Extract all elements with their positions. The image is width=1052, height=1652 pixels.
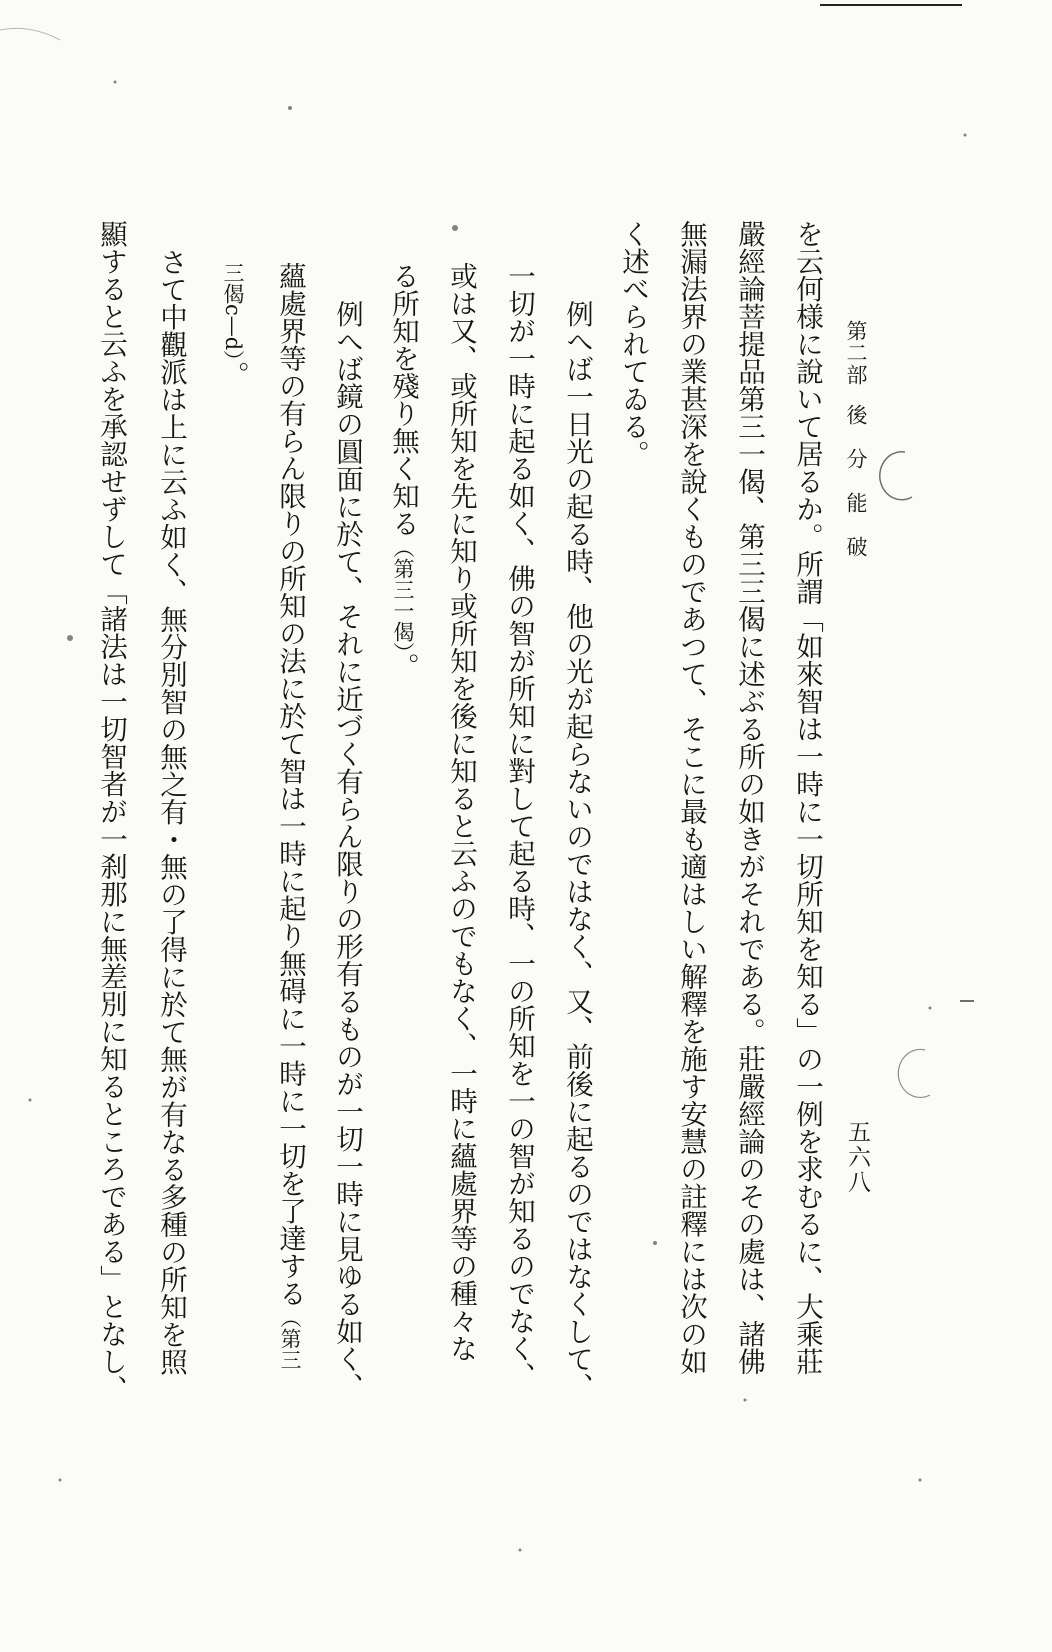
quote-column	[445, 262, 477, 1362]
column-tail: 。	[217, 360, 249, 389]
quote-column	[331, 300, 363, 1400]
column-text: 無漏法界の業甚深を說くものであつて、そこに最も適はしい解釋を施す安慧の註釋には次の如	[675, 220, 707, 1375]
column-text: 嚴經論菩提品第三一偈、第三三偈に述ぶる所の如きがそれである。莊嚴經論のその處は、諸佛	[733, 220, 765, 1375]
running-head-title: 後分能破	[844, 404, 868, 580]
column-text: 或は又、或所知を先に知り或所知を後に知ると云ふのでもなく、一時に蘊處界等の種々な	[445, 262, 477, 1362]
column-text: を云何様に說いて居るか。所謂「如來智は一時に一切所知を知る」の一例を求むるに、大乘莊	[791, 220, 823, 1375]
column-text: く述べられてゐる。	[617, 220, 649, 468]
quote-column	[274, 262, 306, 1370]
scan-arc-mark	[898, 1049, 930, 1097]
quote-column	[217, 262, 249, 389]
column-tail: 。	[387, 652, 419, 680]
text-column	[95, 220, 127, 1403]
scan-arc-mark	[880, 452, 912, 500]
column-text: さて中觀派は上に云ふ如く、無分別智の無之有・無の了得に於て無が有なる多種の所知を照	[155, 248, 187, 1376]
quote-column	[387, 262, 419, 680]
text-column	[617, 220, 649, 468]
column-text: 例へば一日光の起る時、他の光が起らないのではなく、又、前後に起るのではなくして、	[561, 300, 593, 1400]
text-column	[155, 248, 187, 1376]
verse-reference: （第三	[278, 1307, 302, 1370]
quote-column	[503, 262, 535, 1390]
quote-column	[561, 300, 593, 1400]
header-rule	[820, 4, 962, 6]
text-column	[733, 220, 765, 1375]
text-column	[791, 220, 823, 1375]
text-column	[675, 220, 707, 1375]
verse-reference: （第三一偈）	[391, 537, 415, 653]
column-text: 例へば鏡の圓面に於て、それに近づく有らん限りの形有るものが一切一時に見ゆる如く、	[331, 300, 363, 1400]
verse-reference: 三偈c—d）	[221, 262, 245, 361]
column-text: 一切が一時に起る如く、佛の智が所知に對して起る時、一の所知を一の智が知るのでなく、	[503, 262, 535, 1390]
page-number: 五六八	[844, 1120, 870, 1195]
column-text: 顯すると云ふを承認せずして「諸法は一切智者が一刹那に無差別に知るところである」となし、	[95, 220, 127, 1403]
running-head	[845, 320, 866, 580]
column-text: 蘊處界等の有らん限りの所知の法に於て智は一時に起り無碍に一時に一切を了達する	[274, 262, 306, 1307]
running-head-part: 第二部	[844, 320, 868, 386]
column-text: る所知を殘り無く知る	[387, 262, 419, 537]
